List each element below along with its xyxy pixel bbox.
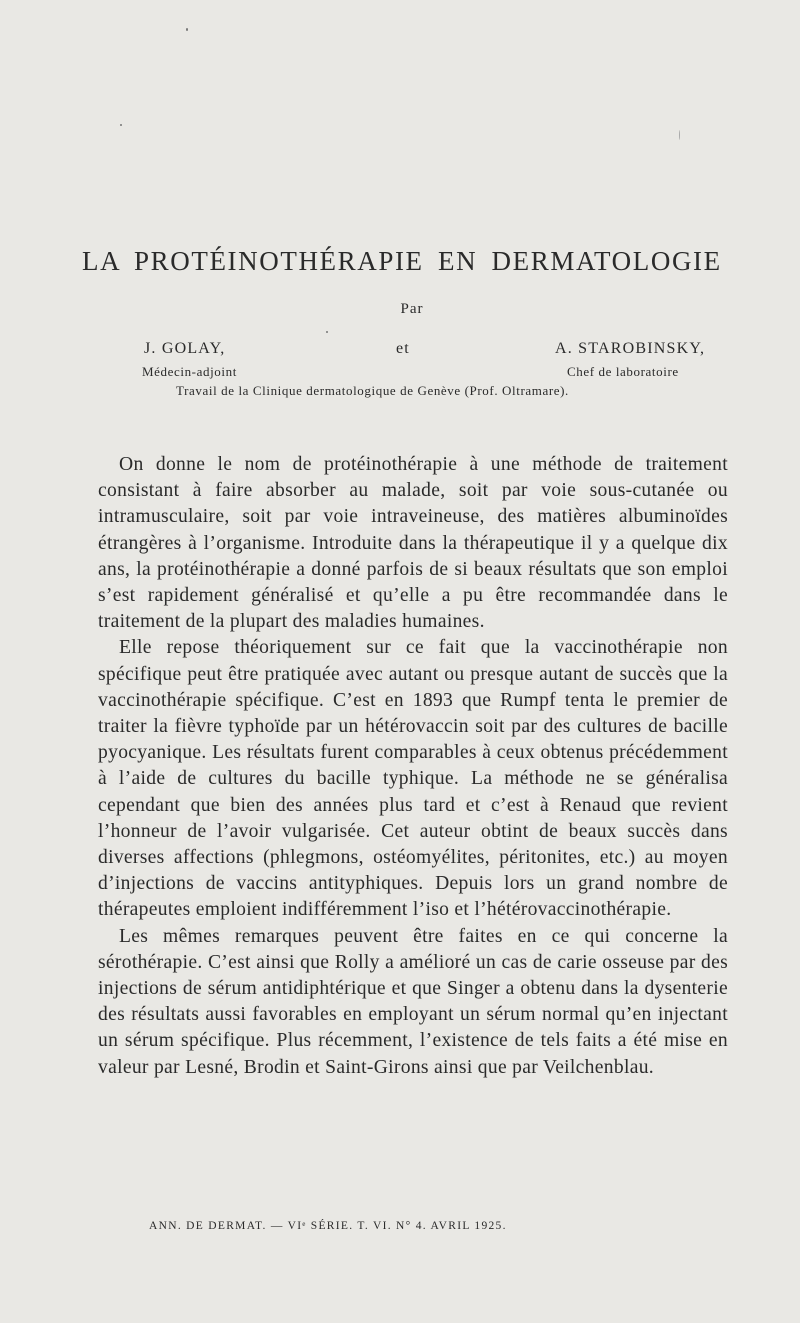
role-starobinsky: Chef de laboratoire — [567, 364, 679, 379]
byline-par: Par — [400, 301, 424, 317]
paragraph: Elle repose théoriquement sur ce fait que la vaccinothérapie non spécifique peut être pratiquée avec autant ou presque autant de succès que la vaccinothérapie spécifique. C’est en 1893 que Rumpf tenta le premier de traiter la fièvre typhoïde par un hétérovaccin soit par des cultures de bacille pyocyanique. Les résultats furent comparables à ceux obtenus précédemment à l’aide de cultures du bacille typhique. La méthode ne se généralisa cependant que bien des années plus tard et c’est à Renaud que revient l’honneur de l’avoir vulgarisée. Cet auteur obtint de beaux succès dans diverses affections (phlegmons, ostéomyélites, péritonites, etc.) au moyen d’injections de vaccins antityphiques. Depuis lors un grand nombre de thérapeutes emploient indifféremment l’iso et l’hétérovaccinothérapie. — [98, 637, 728, 921]
scan-speck — [186, 28, 188, 31]
paragraph: Les mêmes remarques peuvent être faites en ce qui concerne la sérothérapie. C’est ainsi que Rolly a amélioré un cas de carie osseuse par des injections de sérum antidiphtérique et que Singer a obtenu dans la dysenterie des résultats aussi favorables en employant un sérum normal qu’en injectant un sérum spécifique. Plus récemment, l’existence de tels faits a été mise en valeur par Lesné, Brodin et Saint-Girons ainsi que par Veilchenblau. — [98, 925, 728, 1078]
scan-speck — [120, 124, 122, 126]
author-golay: J. GOLAY, — [144, 340, 226, 357]
role-golay: Médecin-adjoint — [142, 364, 237, 379]
article-title: LA PROTÉINOTHÉRAPIE EN DERMATOLOGIE — [82, 246, 722, 276]
scan-speck — [326, 331, 328, 333]
article-body — [98, 452, 728, 1081]
affiliation-line: Travail de la Clinique dermatologique de Genève (Prof. Oltramare). — [176, 383, 569, 398]
journal-footer: ANN. DE DERMAT. — VIᵉ SÉRIE. T. VI. N° 4. AVRIL 1925. — [149, 1220, 507, 1232]
scan-speck — [679, 130, 680, 140]
author-conjunction: et — [396, 340, 410, 357]
paragraph: On donne le nom de protéinothérapie à une méthode de traitement consistant à faire absorber au malade, soit par voie sous-cutanée ou intramusculaire, soit par voie intraveineuse, des matières albuminoïdes étrangères à l’organisme. Introduite dans la thérapeutique il y a quelque dix ans, la protéinothérapie a donné parfois de si beaux résultats que son emploi s’est rapidement généralisé et qu’elle a pu être recommandée dans le traitement de la plupart des maladies humaines. — [98, 454, 728, 633]
author-starobinsky: A. STAROBINSKY, — [555, 340, 706, 357]
